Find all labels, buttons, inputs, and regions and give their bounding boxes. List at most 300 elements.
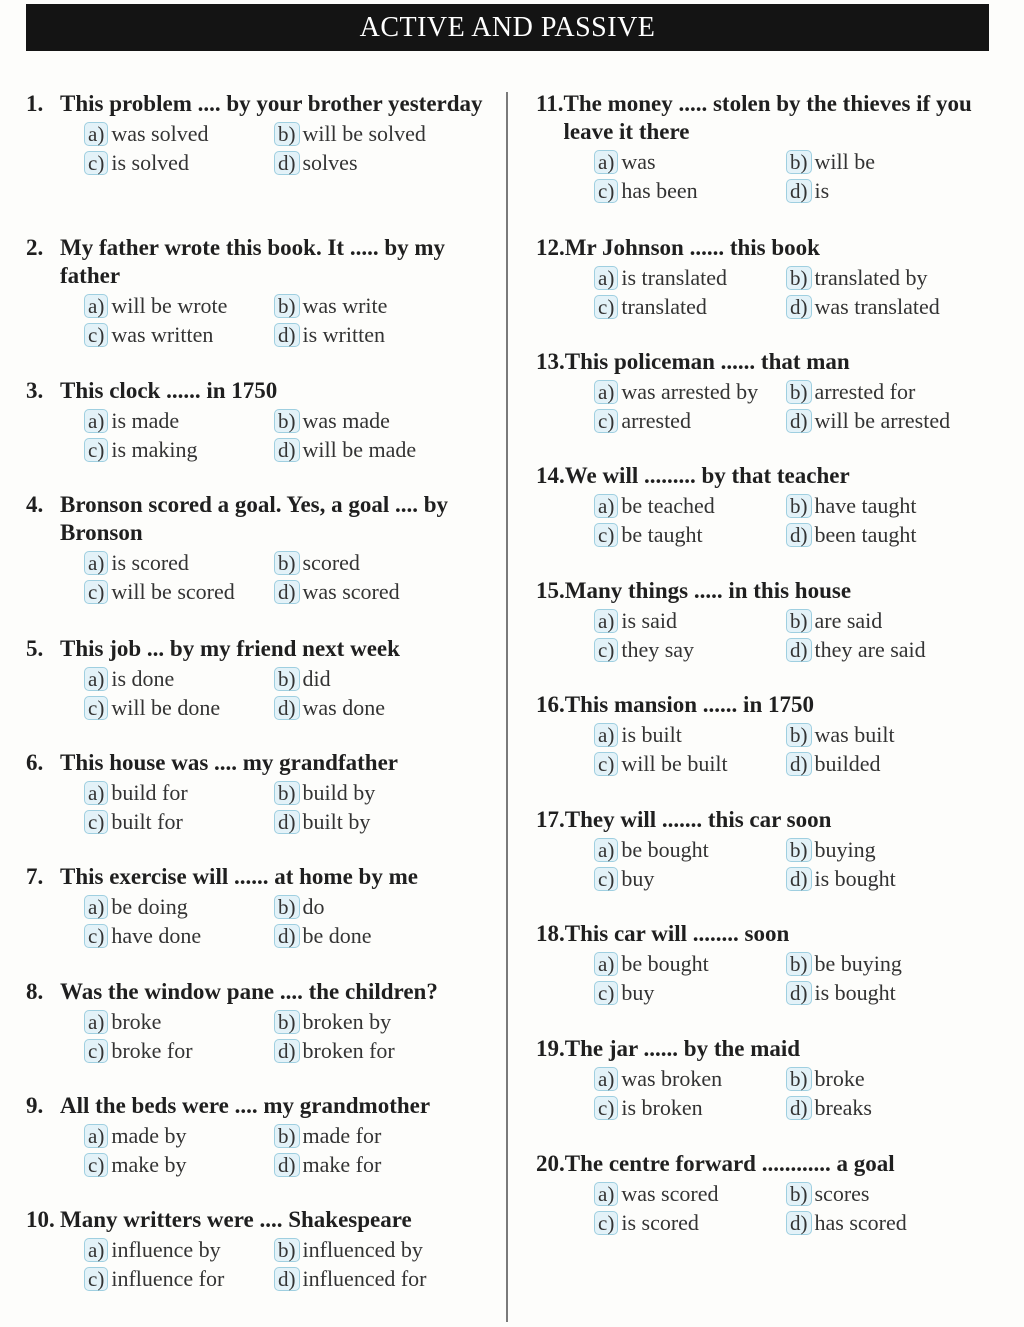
question-item [536,577,996,664]
answer-option[interactable] [786,177,1016,206]
option-text: was scored [302,578,400,604]
option-letter-badge: b) [274,781,300,805]
answer-option[interactable] [84,436,274,465]
answer-options [84,779,486,836]
answer-option[interactable] [274,1236,504,1265]
option-text: builded [814,750,881,776]
option-text: influenced by [302,1237,423,1262]
option-letter-badge: d) [786,523,812,547]
option-text: was done [302,694,385,720]
answer-options [594,1180,996,1237]
option-letter-badge: b) [274,1010,300,1034]
answer-option[interactable] [84,665,274,694]
answer-option[interactable] [84,694,274,723]
question-stem [536,920,996,948]
question-text: The centre forward ............ a goal [564,1151,895,1176]
question-text: This car will ........ soon [564,921,790,946]
option-text: have taught [814,493,917,518]
option-text: is bought [814,865,896,891]
option-letter-badge: a) [84,1010,108,1034]
question-text: This house was .... my grandfather [60,750,399,775]
question-text: This problem .... by your brother yesterday [60,91,483,116]
option-text: is said [621,608,677,633]
answer-options [84,549,486,606]
answer-option[interactable] [594,407,786,436]
option-letter-badge: c) [594,295,618,319]
option-text: have done [111,922,202,948]
question-stem [26,90,486,118]
answer-option[interactable] [594,177,786,206]
answer-options [84,893,486,950]
answer-option[interactable] [274,893,504,922]
answer-option[interactable] [274,1122,504,1151]
option-text: will be made [302,436,417,462]
answer-option[interactable] [274,1265,504,1294]
question-stem [26,234,486,290]
option-letter-badge: d) [274,323,300,347]
option-text: was built [814,722,895,747]
option-text: influenced for [302,1265,427,1291]
answer-options [84,665,486,722]
option-text: is made [111,408,180,433]
answer-options [594,950,996,1007]
question-number: 3. [26,378,44,403]
option-text: will be solved [302,121,426,146]
option-letter-badge: b) [274,551,300,575]
answer-option[interactable] [84,893,274,922]
question-number: 5. [26,636,44,661]
answer-option[interactable] [594,1209,786,1238]
option-text: buy [621,979,655,1005]
option-letter-badge: d) [786,409,812,433]
question-stem [26,978,486,1006]
question-text: This job ... by my friend next week [60,636,400,661]
answer-options [594,148,996,205]
option-letter-badge: c) [84,580,108,604]
answer-option[interactable] [274,1037,504,1066]
answer-option[interactable] [786,1065,1016,1094]
question-text: We will ......... by that teacher [564,463,850,488]
option-letter-badge: a) [594,1182,618,1206]
question-number: 20. [536,1151,565,1176]
option-text: was solved [111,121,209,146]
option-letter-badge: d) [786,867,812,891]
answer-option[interactable] [594,1065,786,1094]
answer-option[interactable] [84,1265,274,1294]
question-number: 16. [536,692,565,717]
question-item [26,491,486,606]
answer-option[interactable] [786,750,1016,779]
option-letter-badge: b) [786,494,812,518]
answer-option[interactable] [274,779,504,808]
option-letter-badge: c) [594,409,618,433]
answer-options [594,721,996,778]
answer-option[interactable] [786,865,1016,894]
answer-option[interactable] [274,436,504,465]
option-letter-badge: c) [594,981,618,1005]
option-letter-badge: b) [786,952,812,976]
question-number: 4. [26,492,44,517]
option-text: build by [302,780,376,805]
answer-option[interactable] [786,950,1016,979]
answer-option[interactable] [594,950,786,979]
question-stem [26,1206,486,1234]
answer-option[interactable] [84,120,274,149]
answer-option[interactable] [594,148,786,177]
answer-option[interactable] [84,549,274,578]
answer-option[interactable] [594,293,786,322]
option-letter-badge: a) [84,1124,108,1148]
question-item [26,749,486,836]
option-text: is making [111,436,198,462]
option-letter-badge: a) [84,551,108,575]
option-letter-badge: c) [84,323,108,347]
option-text: will be built [621,750,728,776]
option-letter-badge: c) [594,523,618,547]
question-number: 8. [26,979,44,1004]
option-letter-badge: d) [274,696,300,720]
option-letter-badge: b) [274,667,300,691]
option-text: has been [621,177,698,203]
question-text: Mr Johnson ...... this book [564,235,820,260]
answer-option[interactable] [84,1008,274,1037]
question-stem [26,491,486,547]
answer-option[interactable] [84,1037,274,1066]
answer-options [594,264,996,321]
option-letter-badge: b) [786,723,812,747]
option-letter-badge: d) [786,1211,812,1235]
option-letter-badge: b) [274,1238,300,1262]
answer-option[interactable] [594,607,786,636]
option-text: be done [302,922,372,948]
answer-options [594,378,996,435]
answer-option[interactable] [594,521,786,550]
option-text: scored [302,550,360,575]
option-letter-badge: d) [786,752,812,776]
answer-option[interactable] [274,292,504,321]
option-text: is broken [621,1094,703,1120]
answer-option[interactable] [786,607,1016,636]
answer-option[interactable] [84,321,274,350]
answer-option[interactable] [594,750,786,779]
option-letter-badge: c) [84,696,108,720]
option-letter-badge: d) [274,438,300,462]
question-stem [26,1092,486,1120]
answer-option[interactable] [594,979,786,1008]
option-text: is solved [111,149,189,175]
answer-option[interactable] [84,1236,274,1265]
option-text: is scored [621,1209,699,1235]
option-text: will be done [111,694,221,720]
answer-option[interactable] [594,721,786,750]
question-stem [536,348,996,376]
option-text: made for [302,1123,382,1148]
question-number: 7. [26,864,44,889]
question-text: This exercise will ...... at home by me [60,864,418,889]
question-item [26,635,486,722]
option-letter-badge: a) [84,667,108,691]
question-number: 14. [536,463,565,488]
option-letter-badge: c) [594,867,618,891]
answer-option[interactable] [786,979,1016,1008]
option-text: be bought [621,837,709,862]
answer-option[interactable] [274,549,504,578]
option-text: be doing [111,894,188,919]
answer-option[interactable] [274,665,504,694]
answer-option[interactable] [274,694,504,723]
question-text: Bronson scored a goal. Yes, a goal .... by Bronson [60,492,449,545]
answer-option[interactable] [594,636,786,665]
option-letter-badge: d) [274,151,300,175]
option-text: will be [814,149,875,174]
option-letter-badge: a) [84,781,108,805]
answer-option[interactable] [274,578,504,607]
option-letter-badge: d) [786,179,812,203]
question-text: This mansion ...... in 1750 [564,692,814,717]
option-letter-badge: d) [274,810,300,834]
option-letter-badge: d) [274,1039,300,1063]
option-text: do [302,894,325,919]
answer-options [594,607,996,664]
option-text: broke [111,1009,162,1034]
answer-option[interactable] [274,149,504,178]
question-item [26,1206,486,1293]
option-text: built by [302,808,371,834]
question-stem [536,806,996,834]
option-text: be bought [621,951,709,976]
option-text: make by [111,1151,187,1177]
question-item [26,1092,486,1179]
answer-option[interactable] [84,922,274,951]
answer-option[interactable] [594,1180,786,1209]
question-number: 6. [26,750,44,775]
question-item [536,1035,996,1122]
question-number: 13. [536,349,565,374]
question-number: 11. [536,91,564,116]
option-letter-badge: b) [786,1182,812,1206]
answer-option[interactable] [274,1008,504,1037]
option-letter-badge: d) [274,1153,300,1177]
answer-option[interactable] [786,636,1016,665]
option-text: was made [302,408,390,433]
option-text: is translated [621,265,728,290]
answer-option[interactable] [786,521,1016,550]
question-stem [536,577,996,605]
option-text: will be scored [111,578,235,604]
answer-options [84,407,486,464]
option-text: broke for [111,1037,193,1063]
option-text: made by [111,1123,187,1148]
answer-options [84,120,486,177]
option-letter-badge: a) [84,895,108,919]
option-letter-badge: a) [594,380,618,404]
question-item [536,462,996,549]
answer-option[interactable] [84,1122,274,1151]
answer-option[interactable] [274,407,504,436]
question-text: They will ....... this car soon [564,807,832,832]
answer-option[interactable] [84,578,274,607]
option-text: are said [814,608,883,633]
option-letter-badge: d) [786,295,812,319]
answer-option[interactable] [786,721,1016,750]
option-letter-badge: a) [594,838,618,862]
answer-option[interactable] [594,1094,786,1123]
answer-option[interactable] [786,378,1016,407]
answer-option[interactable] [786,1094,1016,1123]
answer-option[interactable] [594,492,786,521]
option-text: is built [621,722,682,747]
question-text: Was the window pane .... the children? [60,979,438,1004]
option-text: is written [302,321,385,347]
question-item [536,234,996,321]
answer-options [84,292,486,349]
option-letter-badge: a) [594,723,618,747]
option-letter-badge: a) [594,150,618,174]
option-text: translated by [814,265,928,290]
option-letter-badge: a) [84,122,108,146]
answer-option[interactable] [786,1209,1016,1238]
option-text: influence for [111,1265,225,1291]
option-letter-badge: c) [84,1267,108,1291]
answer-option[interactable] [274,808,504,837]
answer-option[interactable] [594,836,786,865]
option-letter-badge: b) [274,409,300,433]
answer-option[interactable] [84,808,274,837]
answer-option[interactable] [84,292,274,321]
option-text: will be arrested [814,407,951,433]
option-text: translated [621,293,707,319]
option-text: is scored [111,550,189,575]
question-text: This policeman ...... that man [564,349,850,374]
answer-option[interactable] [274,120,504,149]
question-text: Many writters were .... Shakespeare [60,1207,412,1232]
option-letter-badge: b) [274,294,300,318]
option-letter-badge: c) [84,1153,108,1177]
option-letter-badge: c) [84,1039,108,1063]
question-number: 9. [26,1093,44,1118]
option-text: broke [814,1066,865,1091]
question-item [536,806,996,893]
option-text: is [814,177,830,203]
question-item [26,90,486,177]
option-letter-badge: d) [274,924,300,948]
answer-options [84,1122,486,1179]
option-letter-badge: a) [84,409,108,433]
option-letter-badge: b) [274,1124,300,1148]
option-letter-badge: b) [786,609,812,633]
question-text: The jar ...... by the maid [564,1036,801,1061]
option-text: was broken [621,1066,723,1091]
option-text: broken by [302,1009,392,1034]
question-stem [536,462,996,490]
answer-option[interactable] [786,836,1016,865]
option-text: scores [814,1181,870,1206]
option-letter-badge: a) [594,609,618,633]
answer-option[interactable] [84,149,274,178]
question-stem [536,234,996,262]
answer-option[interactable] [594,264,786,293]
question-stem [26,749,486,777]
answer-option[interactable] [84,1151,274,1180]
answer-option[interactable] [786,492,1016,521]
option-letter-badge: a) [594,266,618,290]
option-letter-badge: a) [84,1238,108,1262]
option-letter-badge: b) [786,380,812,404]
answer-option[interactable] [84,407,274,436]
option-letter-badge: a) [594,1067,618,1091]
question-item [536,691,996,778]
answer-options [594,492,996,549]
column-divider [506,92,508,1322]
option-text: was arrested by [621,379,759,404]
question-number: 10. [26,1207,55,1232]
question-stem [536,90,996,146]
option-letter-badge: c) [594,1211,618,1235]
option-letter-badge: a) [84,294,108,318]
answer-options [594,836,996,893]
answer-option[interactable] [786,264,1016,293]
option-letter-badge: b) [786,150,812,174]
option-text: make for [302,1151,382,1177]
answer-option[interactable] [274,922,504,951]
option-text: built for [111,808,183,834]
question-number: 17. [536,807,565,832]
answer-option[interactable] [786,407,1016,436]
question-stem [26,863,486,891]
option-text: was written [111,321,214,347]
question-number: 18. [536,921,565,946]
answer-option[interactable] [786,148,1016,177]
answer-options [84,1008,486,1065]
answer-option[interactable] [274,1151,504,1180]
option-text: be taught [621,521,703,547]
question-item [26,863,486,950]
answer-option[interactable] [274,321,504,350]
option-text: was write [302,293,388,318]
answer-option[interactable] [786,293,1016,322]
answer-option[interactable] [594,378,786,407]
option-letter-badge: d) [274,1267,300,1291]
question-item [536,920,996,1007]
answer-options [84,1236,486,1293]
option-letter-badge: c) [594,1096,618,1120]
option-text: buy [621,865,655,891]
option-letter-badge: c) [594,752,618,776]
option-text: build for [111,780,188,805]
question-stem [26,377,486,405]
option-text: broken for [302,1037,395,1063]
option-text: be buying [814,951,902,976]
option-letter-badge: c) [84,438,108,462]
answer-option[interactable] [594,865,786,894]
option-letter-badge: d) [786,1096,812,1120]
option-letter-badge: a) [594,952,618,976]
question-number: 19. [536,1036,565,1061]
option-letter-badge: b) [274,895,300,919]
answer-option[interactable] [786,1180,1016,1209]
title-text: ACTIVE AND PASSIVE [359,11,656,43]
option-text: is bought [814,979,896,1005]
question-item [26,377,486,464]
option-letter-badge: c) [594,179,618,203]
option-text: was translated [814,293,940,319]
question-number: 12. [536,235,565,260]
question-stem [536,1150,996,1178]
answer-option[interactable] [84,779,274,808]
option-text: they say [621,636,695,662]
option-letter-badge: b) [274,122,300,146]
option-text: solves [302,149,358,175]
